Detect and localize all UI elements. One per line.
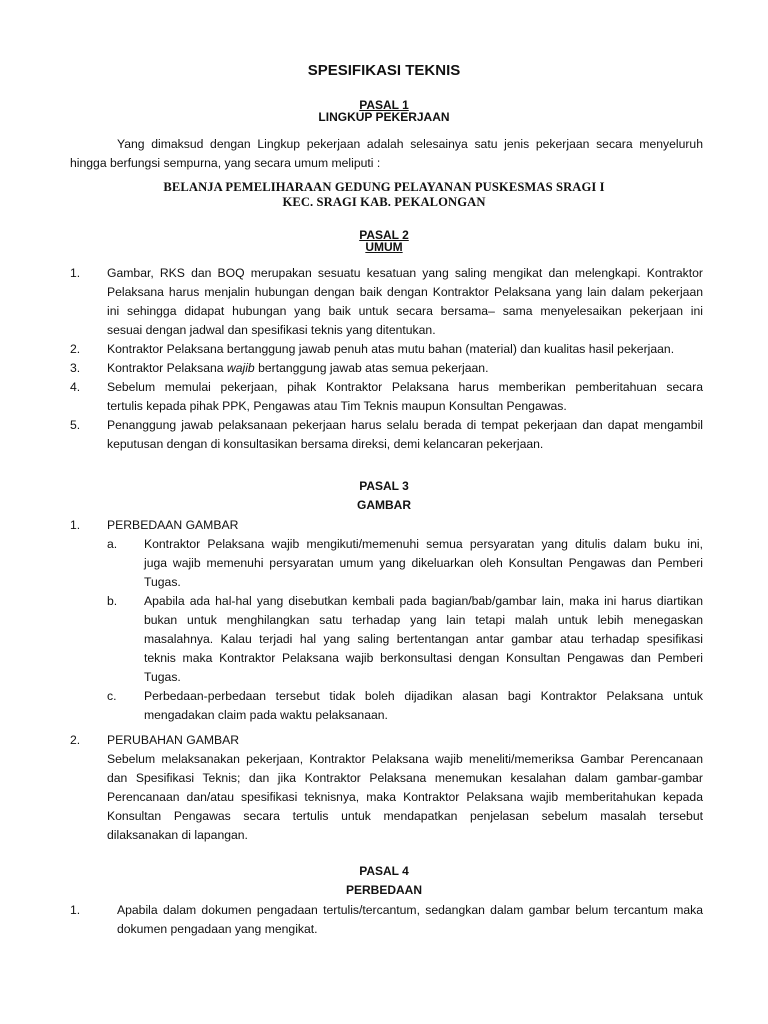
list-item-line: tertulis kepada pihak PPK, Pengawas atau Tim Teknis maupun Konsultan Pengawas. — [107, 399, 567, 413]
pasal-1-intro-line: hingga berfungsi sempurna, yang secara umum meliputi : — [70, 156, 381, 170]
sub-letter: c. — [107, 689, 117, 703]
sub-item-line: bukan untuk menghilangkan satu terhadap yang lain tetapi malah untuk lebih menegaskan — [144, 613, 703, 627]
list-item-line: Penanggung jawab pelaksanaan pekerjaan harus selalu berada di tempat pekerjaan dan dapat mengambil — [107, 418, 703, 432]
pasal-4-heading: PERBEDAAN — [345, 883, 422, 897]
list-item-line: Pelaksana harus menjalin hubungan dengan baik dengan Kontraktor Pelaksana yang lain dalam pekerjaan — [107, 285, 703, 299]
pasal-3-label: PASAL 3 — [359, 479, 409, 493]
sub-item-line: masalahnya. Kalau terjadi hal yang saling bertentangan antar gambar atau terhadap spesifikasi — [144, 632, 703, 646]
pasal-1-intro-line: Yang dimaksud dengan Lingkup pekerjaan adalah selesainya satu jenis pekerjaan secara menyeluruh — [117, 137, 703, 151]
list-item-line: keputusan dengan di konsultasikan bersama direksi, demi kelancaran pekerjaan. — [107, 437, 544, 451]
project-location: KEC. SRAGI KAB. PEKALONGAN — [282, 195, 486, 209]
list-number: 1. — [70, 266, 81, 280]
list-number: 1. — [70, 903, 81, 917]
list-number: 2. — [70, 342, 81, 356]
sub-item-line: Tugas. — [144, 575, 181, 589]
list-number: 3. — [70, 361, 81, 375]
sub-item-line: Tugas. — [144, 670, 181, 684]
sub-item-line: Kontraktor Pelaksana wajib mengikuti/memenuhi semua persyaratan yang ditulis dalam buku ini, — [144, 537, 703, 551]
sub-item-line: mengadakan claim pada waktu pelaksanaan. — [144, 708, 388, 722]
list-item-line — [107, 361, 488, 375]
sub-item-line: juga wajib memenuhi persyaratan umum yang dikeluarkan oleh Konsultan Pengawas dan Pemberi — [144, 556, 703, 570]
sub-letter: a. — [107, 537, 118, 551]
sub-item-line: teknis maka Kontraktor Pelaksana wajib berkonsultasi dengan Konsultan Pengawas dan Pemberi — [144, 651, 703, 665]
pasal-1-label: PASAL 1 — [359, 98, 409, 112]
pasal-1-heading: LINGKUP PEKERJAAN — [318, 110, 450, 124]
project-name: BELANJA PEMELIHARAAN GEDUNG PELAYANAN PUSKESMAS SRAGI I — [163, 180, 605, 194]
paragraph-line: Konsultan Pengawas secara tertulis untuk mendapatkan penjelasan sebelum masalah tersebut — [107, 809, 703, 823]
list-item-line: ini sehingga didapat hubungan yang baik untuk secara bersama– sama menyelesaikan pekerjaan ini — [107, 304, 703, 318]
list-number: 5. — [70, 418, 81, 432]
sub-item-line: Perbedaan-perbedaan tersebut tidak boleh dijadikan alasan bagi Kontraktor Pelaksana untuk — [144, 689, 703, 703]
list-item-line: sesuai dengan jadwal dan spesifikasi teknis yang ditentukan. — [107, 323, 436, 337]
pasal-3-heading: GAMBAR — [357, 498, 411, 512]
list-item-line: Sebelum memulai pekerjaan, pihak Kontraktor Pelaksana harus memberikan pemberitahuan secara — [107, 380, 703, 394]
document-title: SPESIFIKASI TEKNIS — [307, 62, 461, 79]
text-run: bertanggung jawab atas semua pekerjaan. — [254, 361, 489, 375]
pasal-4-label: PASAL 4 — [359, 864, 409, 878]
list-number: 1. — [70, 518, 81, 532]
sub-item-line: Apabila ada hal-hal yang disebutkan kembali pada bagian/bab/gambar lain, maka ini harus diartikan — [144, 594, 703, 608]
list-number: 2. — [70, 733, 81, 747]
list-item-line: Kontraktor Pelaksana bertanggung jawab penuh atas mutu bahan (material) dan kualitas hasil pekerjaan. — [107, 342, 675, 356]
list-item-line: Gambar, RKS dan BOQ merupakan sesuatu kesatuan yang saling mengikat dan melengkapi. Kontraktor — [107, 266, 703, 280]
paragraph-line: Perencanaan dan/atau spesifikasi teknisnya, maka Kontraktor Pelaksana wajib memberitahukan kepada — [107, 790, 703, 804]
list-item-line: dokumen pengadaan yang mengikat. — [117, 922, 318, 936]
section-title: PERBEDAAN GAMBAR — [107, 518, 239, 532]
pasal-2-label: PASAL 2 — [359, 228, 409, 242]
list-number: 4. — [70, 380, 81, 394]
text-run: Kontraktor Pelaksana — [107, 361, 227, 375]
paragraph-line: dan Spesifikasi Teknis; dan jika Kontraktor Pelaksana menemukan kesalahan dalam gambar-gambar — [107, 771, 703, 785]
paragraph-line: Sebelum melaksanakan pekerjaan, Kontraktor Pelaksana wajib meneliti/memeriksa Gambar Perencanaan — [107, 752, 703, 766]
section-title: PERUBAHAN GAMBAR — [107, 733, 240, 747]
pasal-2-heading: UMUM — [365, 240, 403, 254]
list-item-line: Apabila dalam dokumen pengadaan tertulis/tercantum, sedangkan dalam gambar belum tercantum maka — [117, 903, 703, 917]
emphasis-text: wajib — [226, 361, 255, 375]
sub-letter: b. — [107, 594, 118, 608]
paragraph-line: dilaksanakan di lapangan. — [107, 828, 248, 842]
